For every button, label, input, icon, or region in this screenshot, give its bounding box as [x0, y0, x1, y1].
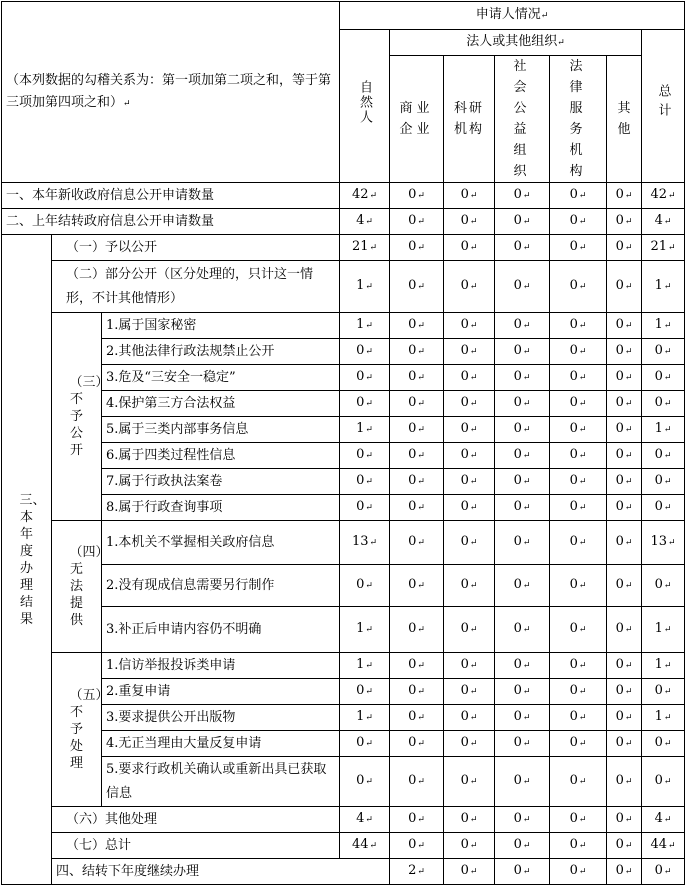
other-header	[607, 56, 642, 183]
application-statistics-table	[1, 1, 685, 885]
cell-business: 0 ↵	[390, 339, 444, 365]
cell-legal-service: 0 ↵	[550, 209, 607, 235]
table-row	[2, 833, 685, 859]
cell-social: 0 ↵	[495, 705, 550, 731]
cell-business: 0 ↵	[390, 417, 444, 443]
cell-research: 0 ↵	[444, 731, 495, 757]
table-row	[2, 443, 685, 469]
row-label: 6.属于四类过程性信息	[102, 443, 340, 469]
cell-legal-service: 0 ↵	[550, 391, 607, 417]
cell-other: 0 ↵	[607, 607, 642, 653]
cell-total: 0 ↵	[642, 443, 685, 469]
cell-legal-service: 0 ↵	[550, 653, 607, 679]
cell-legal-service: 0 ↵	[550, 679, 607, 705]
table-row	[2, 495, 685, 521]
cell-legal-service: 0 ↵	[550, 313, 607, 339]
cell-legal-service: 0 ↵	[607, 859, 642, 885]
cell-social: 0 ↵	[495, 521, 550, 565]
cell-other: 0 ↵	[607, 731, 642, 757]
cell-other: 0 ↵	[607, 391, 642, 417]
table-row	[2, 313, 685, 339]
cell-natural: 1 ↵	[340, 313, 390, 339]
cell-other: 0 ↵	[607, 313, 642, 339]
cell-total: 0 ↵	[642, 339, 685, 365]
group5-label	[52, 653, 109, 807]
cell-natural: 0 ↵	[340, 469, 390, 495]
row-label: 二、上年结转政府信息公开申请数量	[2, 209, 340, 235]
cell-legal-service: 0 ↵	[550, 757, 607, 807]
table-row	[2, 757, 685, 807]
cell-social: 0 ↵	[495, 443, 550, 469]
cell-natural: 2 ↵	[390, 859, 444, 885]
natural-person-text: 自然人	[357, 80, 373, 125]
cell-research: 0 ↵	[444, 391, 495, 417]
cell-research: 0 ↵	[444, 209, 495, 235]
section3-label-text: 三、本年度办理结果	[19, 492, 46, 627]
cell-other: 0 ↵	[607, 679, 642, 705]
cell-legal-service: 0 ↵	[550, 469, 607, 495]
cell-social: 0 ↵	[495, 391, 550, 417]
cell-legal-service: 0 ↵	[550, 443, 607, 469]
table-row	[2, 859, 685, 885]
cell-social: 0 ↵	[495, 417, 550, 443]
cell-social: 0 ↵	[495, 807, 550, 833]
cell-legal-service: 0 ↵	[550, 833, 607, 859]
legal-service-text: 法律服务机构	[569, 59, 587, 179]
cell-legal-service: 0 ↵	[550, 521, 607, 565]
table-row	[2, 521, 685, 565]
applicant-header: 申请人情况↵	[340, 2, 685, 30]
row-label: 5.属于三类内部事务信息	[102, 417, 340, 443]
cell-business: 0 ↵	[390, 365, 444, 391]
table-row	[2, 183, 685, 209]
cell-social: 0 ↵	[495, 183, 550, 209]
row-label: 1.信访举报投诉类申请	[102, 653, 340, 679]
row-label: 8.属于行政查询事项	[102, 495, 340, 521]
cell-natural: 0 ↵	[340, 495, 390, 521]
cell-business: 0 ↵	[390, 705, 444, 731]
cell-natural: 42 ↵	[340, 183, 390, 209]
cell-other: 0 ↵	[607, 565, 642, 607]
table-row	[2, 469, 685, 495]
cell-other: 0 ↵	[607, 235, 642, 261]
cell-research: 0 ↵	[444, 261, 495, 313]
cell-business: 0 ↵	[390, 833, 444, 859]
cell-other: 0 ↵	[607, 417, 642, 443]
cell-social: 0 ↵	[495, 235, 550, 261]
cell-total: 0 ↵	[642, 679, 685, 705]
legal-entity-header: 法人或其他组织↵	[390, 30, 642, 56]
cell-social: 0 ↵	[495, 313, 550, 339]
cell-total: 21 ↵	[642, 235, 685, 261]
cell-research: 0 ↵	[444, 443, 495, 469]
row-label: 4.无正当理由大量反复申请	[102, 731, 340, 757]
cell-research: 0 ↵	[444, 417, 495, 443]
cell-research: 0 ↵	[444, 521, 495, 565]
cell-business: 0 ↵	[390, 313, 444, 339]
row-label: 7.属于行政执法案卷	[102, 469, 340, 495]
cell-research: 0 ↵	[444, 679, 495, 705]
cell-total: 0 ↵	[642, 365, 685, 391]
business-text: 商业企业	[399, 101, 434, 137]
cell-business: 0 ↵	[390, 607, 444, 653]
cell-legal-service: 0 ↵	[550, 261, 607, 313]
cell-natural: 0 ↵	[340, 679, 390, 705]
cell-other: 0 ↵	[607, 365, 642, 391]
cell-natural: 0 ↵	[340, 757, 390, 807]
cell-business: 0 ↵	[390, 653, 444, 679]
cell-natural: 0 ↵	[340, 391, 390, 417]
cell-business: 0 ↵	[390, 469, 444, 495]
row-label: （二）部分公开（区分处理的，只计这一情形，不计其他情形）	[52, 261, 340, 313]
row-label: 2.没有现成信息需要另行制作	[102, 565, 340, 607]
cell-business: 0 ↵	[390, 261, 444, 313]
legal-service-header	[550, 56, 607, 183]
cell-business: 0 ↵	[390, 443, 444, 469]
cell-natural: 21 ↵	[340, 235, 390, 261]
cell-research: 0 ↵	[444, 705, 495, 731]
cell-research: 0 ↵	[444, 807, 495, 833]
row-label: 1.本机关不掌握相关政府信息	[102, 521, 340, 565]
table-row	[2, 807, 685, 833]
cell-legal-service: 0 ↵	[550, 417, 607, 443]
business-header	[390, 56, 444, 183]
cell-business: 0 ↵	[390, 679, 444, 705]
cell-legal-service: 0 ↵	[550, 607, 607, 653]
cell-other: 0 ↵	[607, 521, 642, 565]
cell-business: 0 ↵	[390, 807, 444, 833]
cell-other: 0 ↵	[607, 261, 642, 313]
cell-natural: 4 ↵	[340, 807, 390, 833]
cell-other: 0 ↵	[607, 653, 642, 679]
cell-social: 0 ↵	[550, 859, 607, 885]
cell-natural: 1 ↵	[340, 653, 390, 679]
cell-research: 0 ↵	[444, 653, 495, 679]
cell-research: 0 ↵	[444, 313, 495, 339]
cell-social: 0 ↵	[495, 565, 550, 607]
cell-natural: 0 ↵	[340, 731, 390, 757]
cell-total: 44 ↵	[642, 833, 685, 859]
table-row	[2, 705, 685, 731]
row-label: 四、结转下年度继续办理	[52, 859, 390, 885]
applicant-header-text: 申请人情况	[475, 7, 541, 22]
cell-social: 0 ↵	[495, 679, 550, 705]
table-row	[2, 391, 685, 417]
row-label: 2.其他法律行政法规禁止公开	[102, 339, 340, 365]
cell-research: 0 ↵	[444, 339, 495, 365]
table-row	[2, 339, 685, 365]
cell-research: 0 ↵	[495, 859, 550, 885]
total-text: 总计	[655, 83, 671, 122]
cell-business: 0 ↵	[444, 859, 495, 885]
group4-label	[52, 521, 109, 653]
cell-other: 0 ↵	[607, 807, 642, 833]
table-row	[2, 653, 685, 679]
cell-total: 0 ↵	[642, 757, 685, 807]
cell-total: 1 ↵	[642, 653, 685, 679]
cell-research: 0 ↵	[444, 365, 495, 391]
row-label: 3.要求提供公开出版物	[102, 705, 340, 731]
cell-other: 0 ↵	[607, 833, 642, 859]
research-header	[444, 56, 495, 183]
header-note-text: （本列数据的勾稽关系为：第一项加第二项之和，等于第三项加第四项之和）	[6, 72, 332, 110]
cell-natural: 1 ↵	[340, 261, 390, 313]
row-label: 5.要求行政机关确认或重新出具已获取信息	[102, 757, 340, 807]
cell-research: 0 ↵	[444, 495, 495, 521]
row-label: 3.危及“三安全一稳定”	[102, 365, 340, 391]
group5-label-text: （五）不予处理	[69, 688, 109, 771]
cell-legal-service: 0 ↵	[550, 365, 607, 391]
cell-business: 0 ↵	[390, 183, 444, 209]
cell-social: 0 ↵	[495, 261, 550, 313]
cell-legal-service: 0 ↵	[550, 565, 607, 607]
cell-other: 0 ↵	[607, 705, 642, 731]
cell-total: 13 ↵	[642, 521, 685, 565]
row-label: （六）其他处理	[52, 807, 340, 833]
table-row	[2, 565, 685, 607]
group3-label	[52, 313, 109, 521]
cell-total: 42 ↵	[642, 183, 685, 209]
cell-natural: 0 ↵	[340, 565, 390, 607]
cell-natural: 0 ↵	[340, 339, 390, 365]
cell-natural: 13 ↵	[340, 521, 390, 565]
cell-total: 0 ↵	[642, 469, 685, 495]
cell-total: 4 ↵	[642, 807, 685, 833]
cell-social: 0 ↵	[495, 495, 550, 521]
cell-legal-service: 0 ↵	[550, 235, 607, 261]
social-header	[495, 56, 550, 183]
cell-legal-service: 0 ↵	[550, 731, 607, 757]
cell-total: 0 ↵	[642, 731, 685, 757]
cell-business: 0 ↵	[390, 521, 444, 565]
section3-label	[2, 235, 52, 885]
cell-other: 0 ↵	[607, 757, 642, 807]
cell-total: 0 ↵	[642, 495, 685, 521]
cell-social: 0 ↵	[495, 833, 550, 859]
cell-social: 0 ↵	[495, 731, 550, 757]
cell-other: 0 ↵	[607, 469, 642, 495]
table-row	[2, 209, 685, 235]
row-label: （一）予以公开	[52, 235, 340, 261]
cell-total: 0 ↵	[642, 565, 685, 607]
other-text: 其他	[617, 101, 631, 137]
cell-total: 1 ↵	[642, 705, 685, 731]
row-label: 4.保护第三方合法权益	[102, 391, 340, 417]
header-note: （本列数据的勾稽关系为：第一项加第二项之和，等于第三项加第四项之和）↵	[2, 2, 340, 183]
cell-research: 0 ↵	[444, 607, 495, 653]
cell-business: 0 ↵	[390, 731, 444, 757]
header-row-1	[2, 2, 685, 30]
table-row	[2, 731, 685, 757]
cell-research: 0 ↵	[444, 469, 495, 495]
cell-research: 0 ↵	[444, 565, 495, 607]
cell-business: 0 ↵	[390, 565, 444, 607]
cell-social: 0 ↵	[495, 365, 550, 391]
table-row	[2, 235, 685, 261]
cell-total: 1 ↵	[642, 607, 685, 653]
cell-business: 0 ↵	[390, 391, 444, 417]
research-text: 科研机构	[454, 101, 485, 137]
legal-entity-text: 法人或其他组织	[466, 34, 558, 49]
table-row	[2, 261, 685, 313]
cell-other: 0 ↵	[607, 183, 642, 209]
cell-total: 4 ↵	[642, 209, 685, 235]
cell-total: 1 ↵	[642, 261, 685, 313]
table-row	[2, 417, 685, 443]
cell-other: 0 ↵	[607, 495, 642, 521]
natural-person-header	[340, 30, 390, 183]
cell-other: 0 ↵	[642, 859, 685, 885]
cell-social: 0 ↵	[495, 653, 550, 679]
cell-other: 0 ↵	[607, 209, 642, 235]
row-label: 2.重复申请	[102, 679, 340, 705]
group4-label-text: （四）无法提供	[69, 545, 109, 628]
cell-legal-service: 0 ↵	[550, 705, 607, 731]
total-header	[642, 30, 685, 183]
cell-legal-service: 0 ↵	[550, 339, 607, 365]
cell-business: 0 ↵	[390, 495, 444, 521]
cell-natural: 1 ↵	[340, 705, 390, 731]
cell-research: 0 ↵	[444, 235, 495, 261]
cell-natural: 1 ↵	[340, 417, 390, 443]
cell-legal-service: 0 ↵	[550, 495, 607, 521]
cell-business: 0 ↵	[390, 757, 444, 807]
cell-social: 0 ↵	[495, 339, 550, 365]
cell-natural: 44 ↵	[340, 833, 390, 859]
cell-research: 0 ↵	[444, 833, 495, 859]
cell-natural: 1 ↵	[340, 607, 390, 653]
cell-total: 0 ↵	[642, 391, 685, 417]
row-label: 1.属于国家秘密	[102, 313, 340, 339]
cell-business: 0 ↵	[390, 209, 444, 235]
cell-natural: 0 ↵	[340, 365, 390, 391]
cell-legal-service: 0 ↵	[550, 183, 607, 209]
cell-research: 0 ↵	[444, 183, 495, 209]
social-text: 社会公益组织	[513, 59, 531, 179]
row-label: 3.补正后申请内容仍不明确	[102, 607, 340, 653]
cell-social: 0 ↵	[495, 209, 550, 235]
cell-legal-service: 0 ↵	[550, 807, 607, 833]
row-label: 一、本年新收政府信息公开申请数量	[2, 183, 340, 209]
cell-other: 0 ↵	[607, 443, 642, 469]
cell-natural: 0 ↵	[340, 443, 390, 469]
cell-total: 1 ↵	[642, 313, 685, 339]
cell-total: 1 ↵	[642, 417, 685, 443]
cell-social: 0 ↵	[495, 607, 550, 653]
cell-business: 0 ↵	[390, 235, 444, 261]
row-label: （七）总计	[52, 833, 340, 859]
cell-natural: 4 ↵	[340, 209, 390, 235]
cell-social: 0 ↵	[495, 757, 550, 807]
cell-other: 0 ↵	[607, 339, 642, 365]
cell-research: 0 ↵	[444, 757, 495, 807]
table-row	[2, 607, 685, 653]
cell-social: 0 ↵	[495, 469, 550, 495]
group3-label-text: （三）不予公开	[69, 375, 109, 458]
